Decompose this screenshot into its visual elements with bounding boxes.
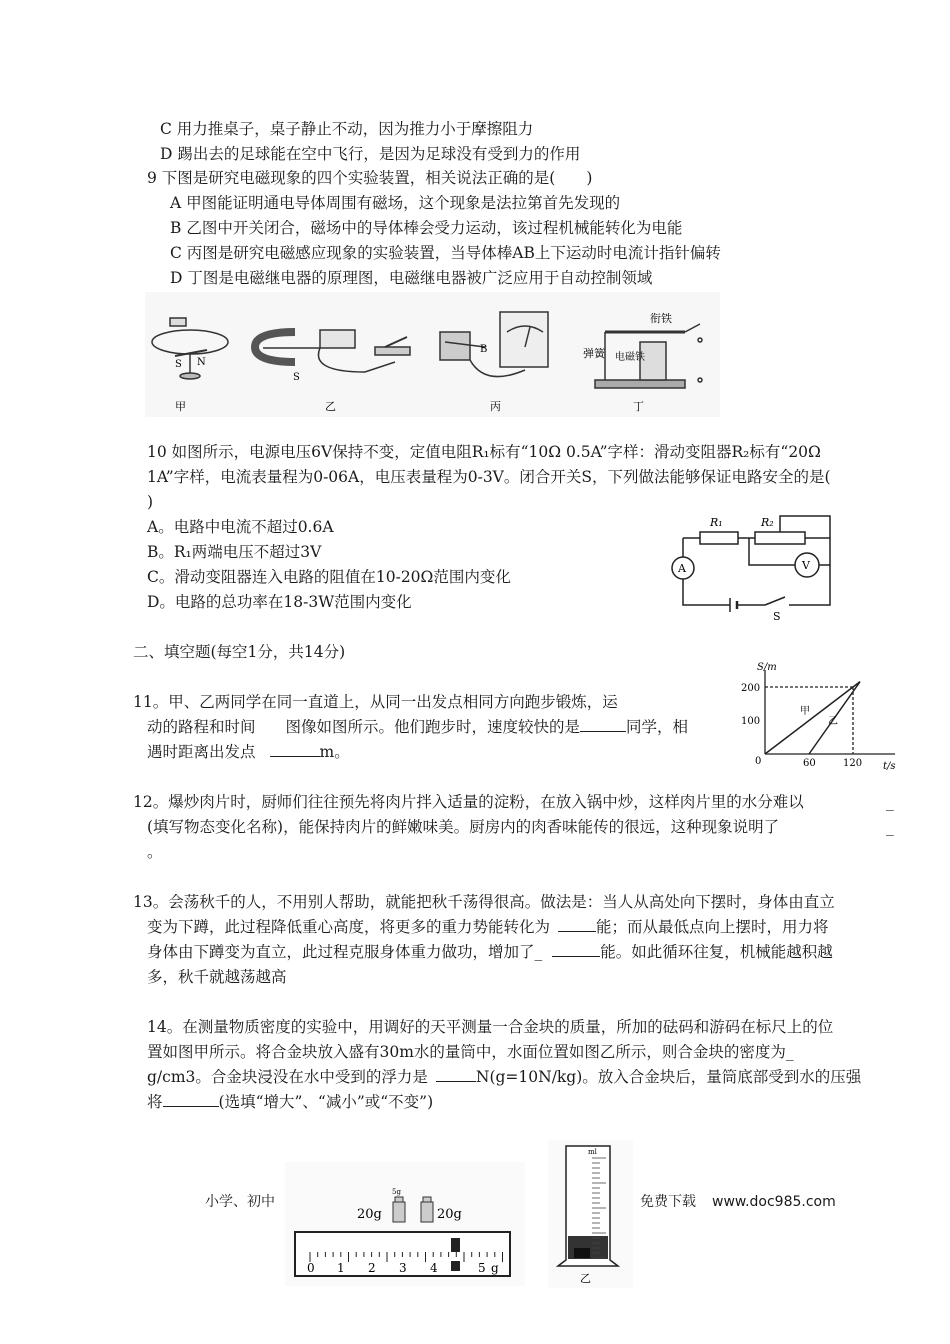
caption-bing: 丙: [490, 400, 501, 413]
graph-label-jia: 甲: [800, 706, 810, 717]
q9-option-b: B 乙图中开关闭合，磁场中的导体棒会受力运动，该过程机械能转化为电能: [170, 219, 683, 237]
graph-tick-120: 120: [843, 758, 863, 769]
scale-tick-0: 0: [307, 1261, 315, 1275]
scale-tick-5: 5: [478, 1261, 486, 1275]
weight-label-2: 20g: [437, 1207, 462, 1222]
scale-tick-1: 1: [337, 1261, 345, 1275]
q14-line-3: [147, 1067, 861, 1087]
q11-line-2b: 图像如图所示。他们跑步时，速度较快的是: [285, 718, 581, 736]
scale-unit: g: [491, 1261, 499, 1275]
q14-blank-buoyancy[interactable]: [436, 1067, 476, 1082]
q11-st-graph: [735, 662, 900, 772]
cylinder-unit: ml: [588, 1148, 597, 1156]
caption-ding: 丁: [633, 400, 644, 413]
ammeter-label: A: [678, 562, 686, 575]
q9-figure: [145, 292, 720, 417]
q14-blank-pressure[interactable]: [163, 1092, 219, 1107]
graph-xlabel: t/s: [883, 761, 896, 772]
ding-spring-label: 弹簧: [583, 347, 605, 360]
q11-line-2a: 动的路程和时间: [147, 718, 256, 736]
q10-stem-3: ): [147, 493, 154, 511]
switch-label: S: [773, 610, 781, 622]
footer-right: 免费下载: [640, 1194, 696, 1210]
ding-armature-label: 衔铁: [650, 312, 672, 325]
q9-option-a: A 甲图能证明通电导体周围有磁场，这个现象是法拉第首先发现的: [170, 194, 621, 212]
caption-jia: 甲: [175, 400, 186, 413]
bing-b-label: B: [480, 344, 488, 355]
graph-tick-100: 100: [741, 716, 761, 727]
q8-option-d: D 踢出去的足球能在空中飞行，是因为足球没有受到力的作用: [160, 145, 581, 163]
graph-label-yi: 乙: [828, 716, 838, 727]
q12-line-1: 12。爆炒肉片时，厨师们往往预先将肉片拌入适量的淀粉，在放入锅中炒，这样肉片里的水分难以: [133, 793, 804, 811]
r1-label: R₁: [710, 516, 723, 529]
graph-tick-200: 200: [741, 683, 761, 694]
q13-line-3a: 身体由下蹲变为直立，此过程克服身体重力做功，增加了_: [147, 943, 543, 961]
weight-label-1: 20g: [357, 1207, 382, 1222]
q9-stem: 9 下图是研究电磁现象的四个实验装置，相关说法正确的是( ): [147, 169, 593, 187]
q11-line-2c: 同学，相: [626, 718, 689, 736]
scale-tick-2: 2: [368, 1261, 376, 1275]
q13-line-3b: 能。如此循环往复，机械能越积越: [600, 943, 833, 961]
q11-line-3b: m。: [319, 743, 350, 761]
q13-line-1: 13。会荡秋千的人，不用别人帮助，就能把秋千荡得很高。做法是：当人从高处向下摆时，身体由直立: [133, 893, 835, 911]
scale-tick-3: 3: [399, 1261, 407, 1275]
graph-origin: 0: [755, 756, 762, 767]
graph-tick-60: 60: [803, 758, 816, 769]
q14-balance-figure: [285, 1162, 525, 1286]
q13-line-3: [147, 942, 833, 962]
q11-line-3: [147, 742, 350, 762]
caption-yi: 乙: [325, 400, 336, 413]
q13-line-4: 多，秋千就越荡越高: [147, 968, 287, 986]
q10-circuit: [665, 510, 845, 622]
q10-option-b: B。R₁两端电压不超过3V: [147, 543, 322, 561]
ding-magnet-label: 电磁铁: [615, 352, 645, 363]
q11-blank-distance[interactable]: [270, 742, 320, 757]
section2-heading: 二、填空题(每空1分，共14分): [133, 643, 346, 661]
q13-blank-2[interactable]: [552, 942, 600, 957]
q12-line-2: (填写物态变化名称)，能保持肉片的鲜嫩味美。厨房内的肉香味能传的很远，这种现象说明了: [147, 818, 780, 836]
q13-line-2: [147, 917, 829, 937]
q8-option-c: C 用力推桌子，桌子静止不动，因为推力小于摩擦阻力: [160, 120, 534, 138]
scale-tick-4: 4: [430, 1261, 438, 1275]
q10-option-d: D。电路的总功率在18-3W范围内变化: [147, 593, 412, 611]
q11-line-1: 11。甲、乙两同学在同一直道上，从同一出发点相同方向跑步锻炼，运: [133, 693, 618, 711]
q10-stem-2: 1A”字样，电流表量程为0-06A，电压表量程为0-3V。闭合开关S，下列做法能够保证电路安全的是(: [147, 468, 831, 486]
caption-yi-cylinder: 乙: [580, 1272, 591, 1285]
footer-left: 小学、初中: [205, 1194, 275, 1210]
yi-s-label: S: [293, 372, 300, 383]
q12-blank-1[interactable]: _: [886, 793, 894, 811]
q14-cylinder-figure: [548, 1140, 633, 1288]
q11-line-3a: 遇时距离出发点: [147, 743, 256, 761]
graph-ylabel: S/m: [757, 662, 777, 673]
q13-line-2a: 变为下蹲，此过程降低重心高度，将更多的重力势能转化为: [147, 918, 551, 936]
q12-line-3: 。: [147, 843, 163, 861]
q11-line-2: [147, 717, 688, 737]
voltmeter-label: V: [802, 559, 810, 572]
q13-line-2b: 能；而从最低点向上摆时，用力将: [596, 918, 829, 936]
q14-line-1: 14。在测量物质密度的实验中，用调好的天平测量一合金块的质量，所加的砝码和游码在标尺上的位: [147, 1018, 834, 1036]
q14-line-3a: g/cm3。合金块浸没在水中受到的浮力是: [147, 1068, 428, 1086]
q14-line-4a: 将: [147, 1093, 163, 1111]
q10-option-a: A。电路中电流不超过0.6A: [147, 518, 334, 536]
weight-label-3: 5g: [392, 1188, 401, 1196]
series-line-jia: [765, 682, 860, 754]
q10-option-c: C。滑动变阻器连入电路的阻值在10-20Ω范围内变化: [147, 568, 511, 586]
q11-blank-faster[interactable]: [580, 717, 626, 732]
jia-n-label: N: [197, 357, 206, 368]
footer-site: www.doc985.com: [712, 1194, 836, 1210]
rider: [451, 1238, 460, 1252]
q12-blank-2[interactable]: _: [886, 818, 894, 836]
q14-line-4b: (选填“增大”、“减小”或“不变”): [218, 1093, 434, 1111]
jia-s-label: S: [175, 359, 182, 370]
q9-option-c: C 丙图是研究电磁感应现象的实验装置，当导体棒AB上下运动时电流计指针偏转: [170, 244, 721, 262]
q13-blank-1[interactable]: [558, 917, 596, 932]
r2-label: R₂: [761, 516, 774, 529]
q14-line-4: [147, 1092, 433, 1112]
q14-line-3b: N(g=10N/kg)。放入合金块后，量筒底部受到水的压强: [475, 1068, 862, 1086]
q10-stem-1: 10 如图所示，电源电压6V保持不变，定值电阻R₁标有“10Ω 0.5A”字样：滑动变阻器R₂标有“20Ω: [147, 443, 821, 461]
q14-line-2: 置如图甲所示。将合金块放入盛有30m水的量筒中，水面位置如图乙所示，则合金块的密度为_: [147, 1043, 794, 1061]
q9-option-d: D 丁图是电磁继电器的原理图，电磁继电器被广泛应用于自动控制领域: [170, 269, 653, 287]
